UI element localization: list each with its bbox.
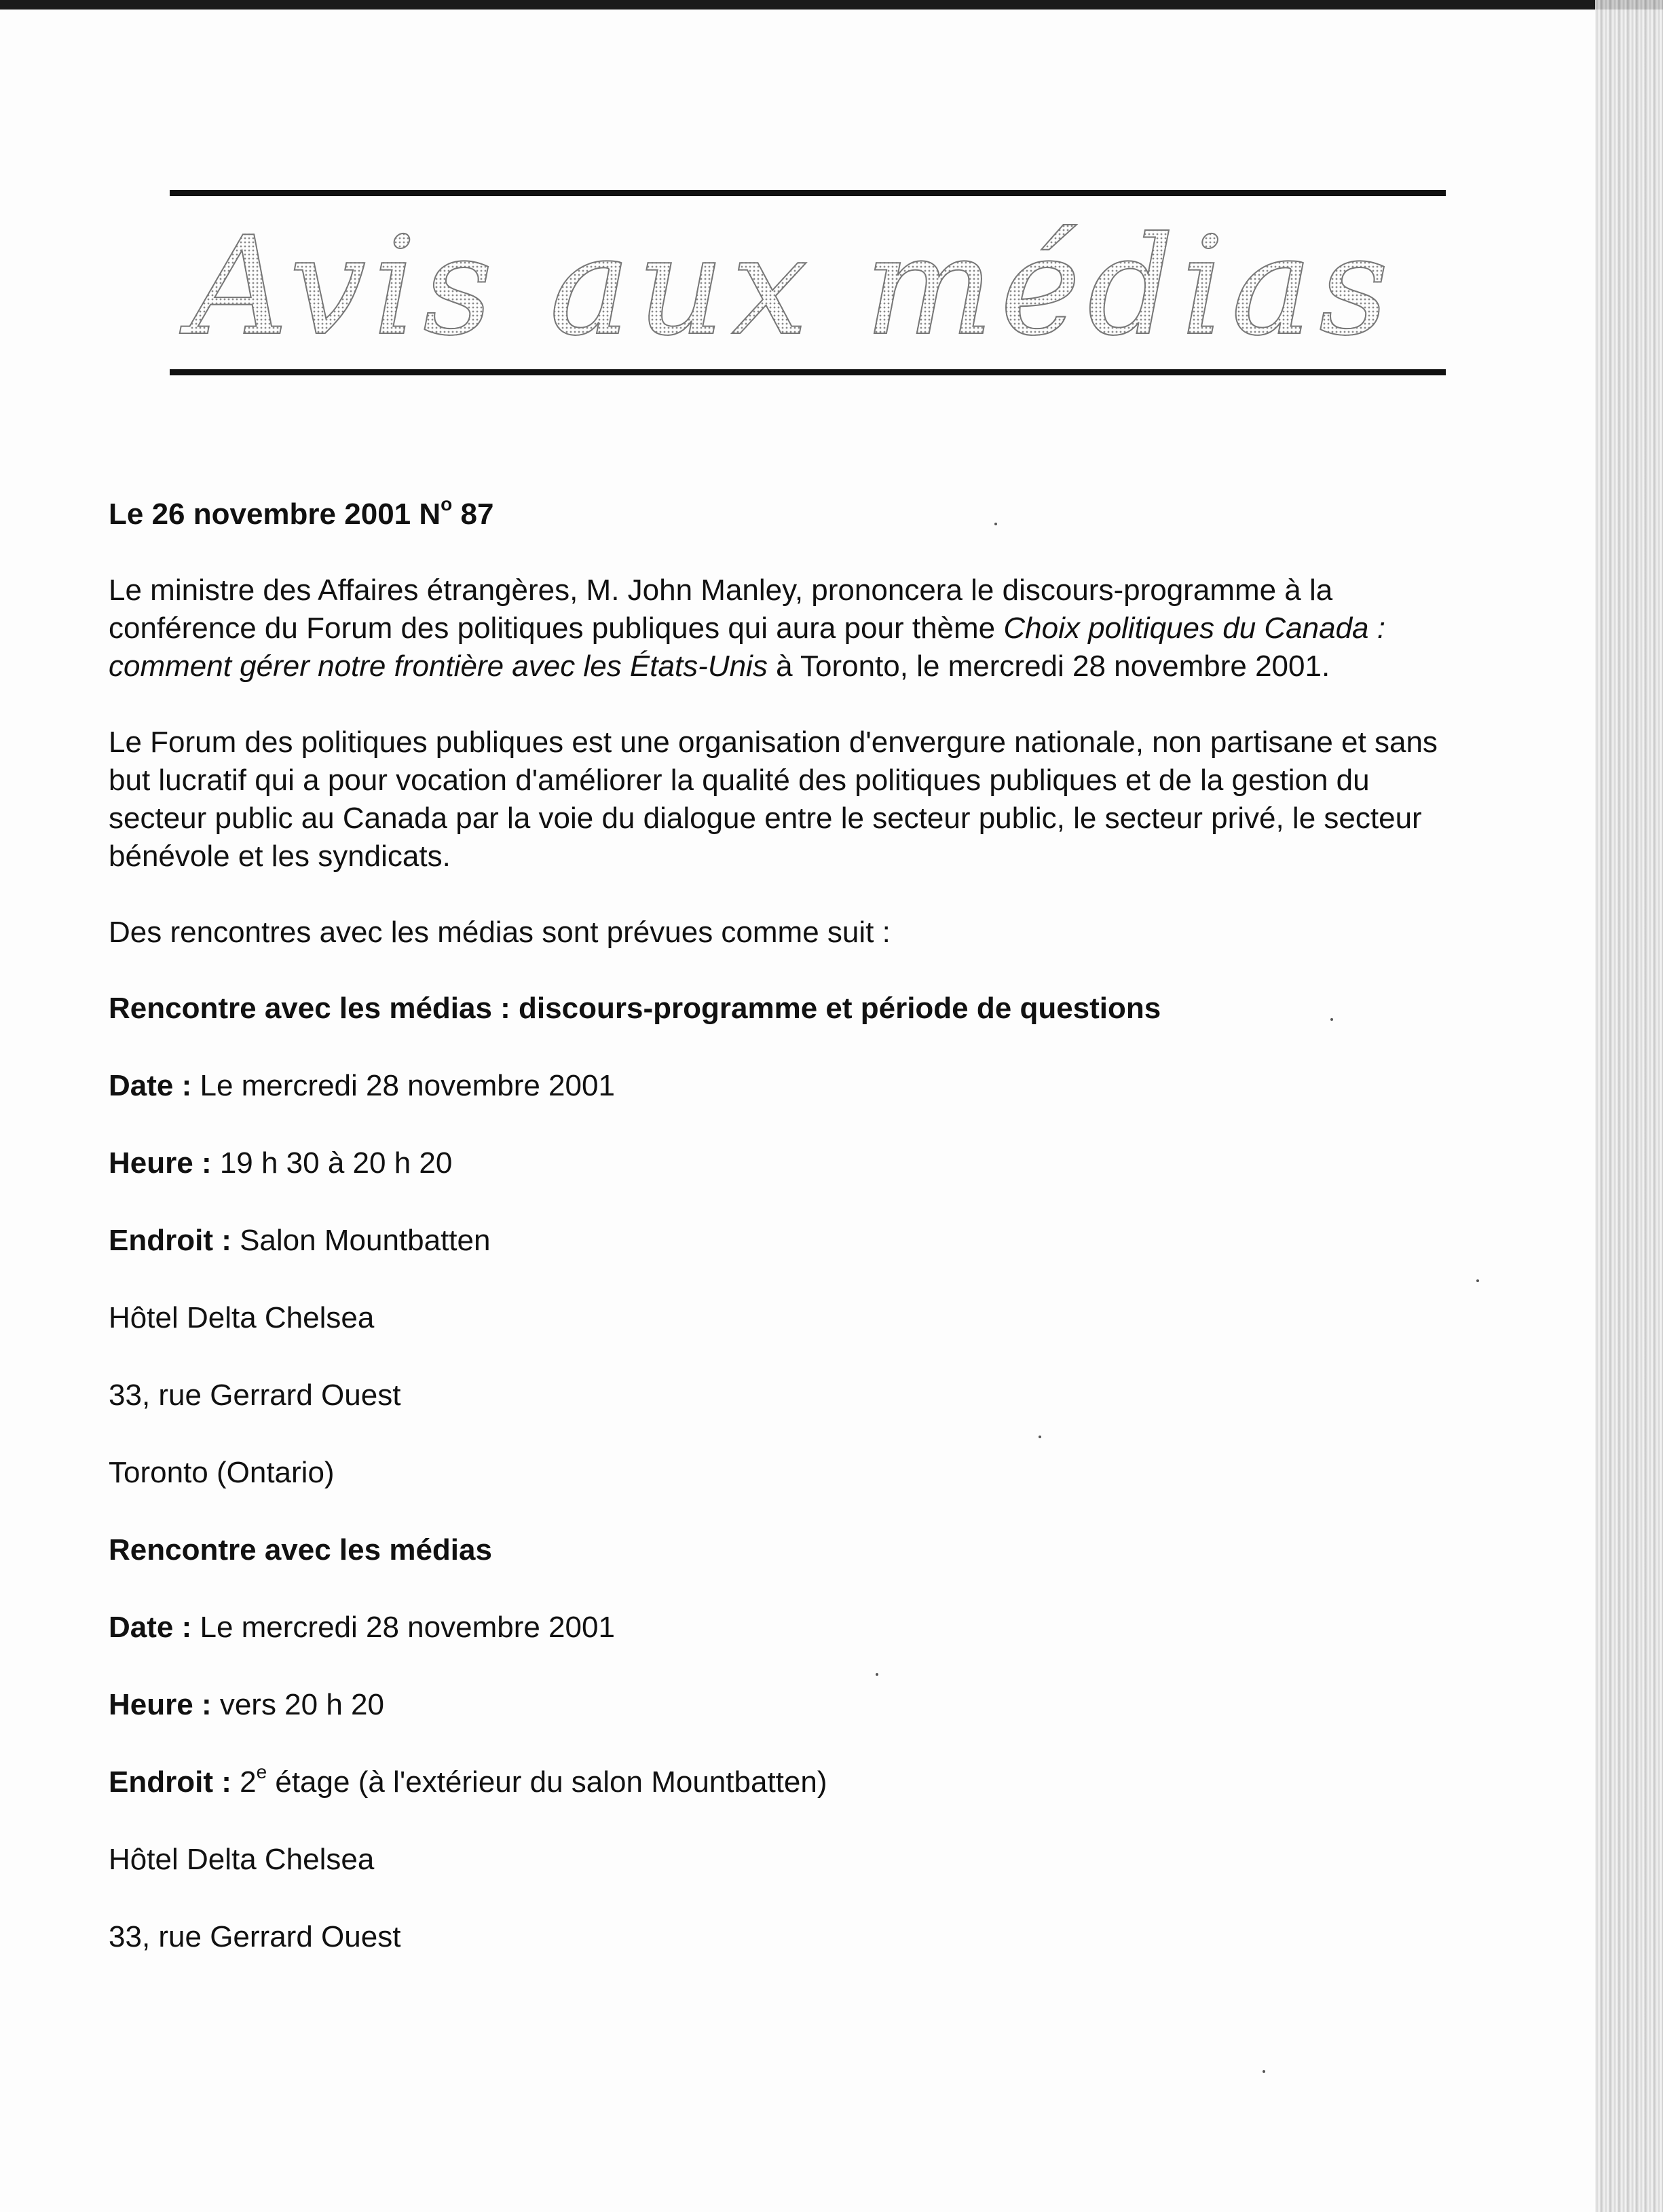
meeting1-address-line: 33, rue Gerrard Ouest <box>109 1379 401 1412</box>
intro-theme: Choix politiques du Canada : comment gérer notre frontière avec les États-Unis <box>109 612 1385 683</box>
meeting2-time-label: Heure : <box>109 1688 212 1721</box>
about-paragraph: Le Forum des politiques publiques est une organisation d'envergure nationale, non partisane et sans but lucratif qui a pour vocation d'améliorer la qualité des politiques publiques et de la gestion du secteur public au Canada par la voie du dialogue entre le secteur public, le secteur privé, le secteur bénévole et les syndicats. <box>109 726 1438 873</box>
meeting1-address-line: Hôtel Delta Chelsea <box>109 1301 375 1334</box>
scan-speck <box>1039 1436 1041 1438</box>
dateline-number-sup: o <box>441 493 453 515</box>
dateline <box>109 495 1466 533</box>
meeting2-date-value: Le mercredi 28 novembre 2001 <box>191 1611 615 1644</box>
dateline-date: Le 26 novembre 2001 <box>109 498 411 531</box>
scan-speck <box>1263 2070 1265 2073</box>
meeting2-date <box>109 1609 1466 1647</box>
masthead-top-rule <box>170 190 1446 196</box>
binding-shadow <box>1595 0 1663 2212</box>
meeting1-time-label: Heure : <box>109 1146 212 1180</box>
scan-speck <box>1330 1018 1333 1021</box>
meeting2-address-line: Hôtel Delta Chelsea <box>109 1843 375 1876</box>
meeting2-place-label: Endroit : <box>109 1765 231 1799</box>
meeting1-place-label: Endroit : <box>109 1224 231 1257</box>
dateline-number-prefix: N <box>419 498 441 531</box>
meeting2-place-rest: étage (à l'extérieur du salon Mountbatten) <box>267 1765 827 1799</box>
meeting1-date-label: Date : <box>109 1069 192 1102</box>
masthead-title: Avis aux médias <box>190 204 1453 370</box>
meeting2-address-line: 33, rue Gerrard Ouest <box>109 1920 401 1953</box>
intro-paragraph <box>109 571 1466 686</box>
meeting2-date-label: Date : <box>109 1611 192 1644</box>
meeting1-place-value: Salon Mountbatten <box>231 1224 491 1257</box>
intro-part1: Le ministre des Affaires étrangères, M. John Manley, prononcera le discours-programme à la conférence du Forum des politiques publiques qui aura pour thème <box>109 574 1333 645</box>
masthead-bottom-rule <box>170 369 1446 375</box>
meeting2-time <box>109 1686 1466 1724</box>
schedule-intro: Des rencontres avec les médias sont prévues comme suit : <box>109 916 891 949</box>
meeting1-time <box>109 1144 1466 1182</box>
meeting2-place-num: 2 <box>231 1765 257 1799</box>
scan-speck <box>876 1673 878 1676</box>
meeting1-address-line: Toronto (Ontario) <box>109 1456 335 1489</box>
meeting1-place <box>109 1222 1466 1260</box>
meeting2-place <box>109 1763 1466 1801</box>
intro-part2: à Toronto, le mercredi 28 novembre 2001. <box>767 650 1330 683</box>
page-top-edge <box>0 0 1663 10</box>
meeting1-date-value: Le mercredi 28 novembre 2001 <box>191 1069 615 1102</box>
meeting1-date <box>109 1067 1466 1105</box>
dateline-number: 87 <box>452 498 494 531</box>
meeting1-time-value: 19 h 30 à 20 h 20 <box>211 1146 453 1180</box>
scan-speck <box>994 523 997 525</box>
meeting2-place-sup: e <box>256 1761 267 1783</box>
masthead <box>170 190 1446 380</box>
meeting2-time-value: vers 20 h 20 <box>211 1688 384 1721</box>
scan-speck <box>1476 1279 1479 1282</box>
meeting1-heading: Rencontre avec les médias : discours-programme et période de questions <box>109 992 1161 1025</box>
document-body <box>109 495 1466 1995</box>
meeting2-heading: Rencontre avec les médias <box>109 1533 492 1567</box>
